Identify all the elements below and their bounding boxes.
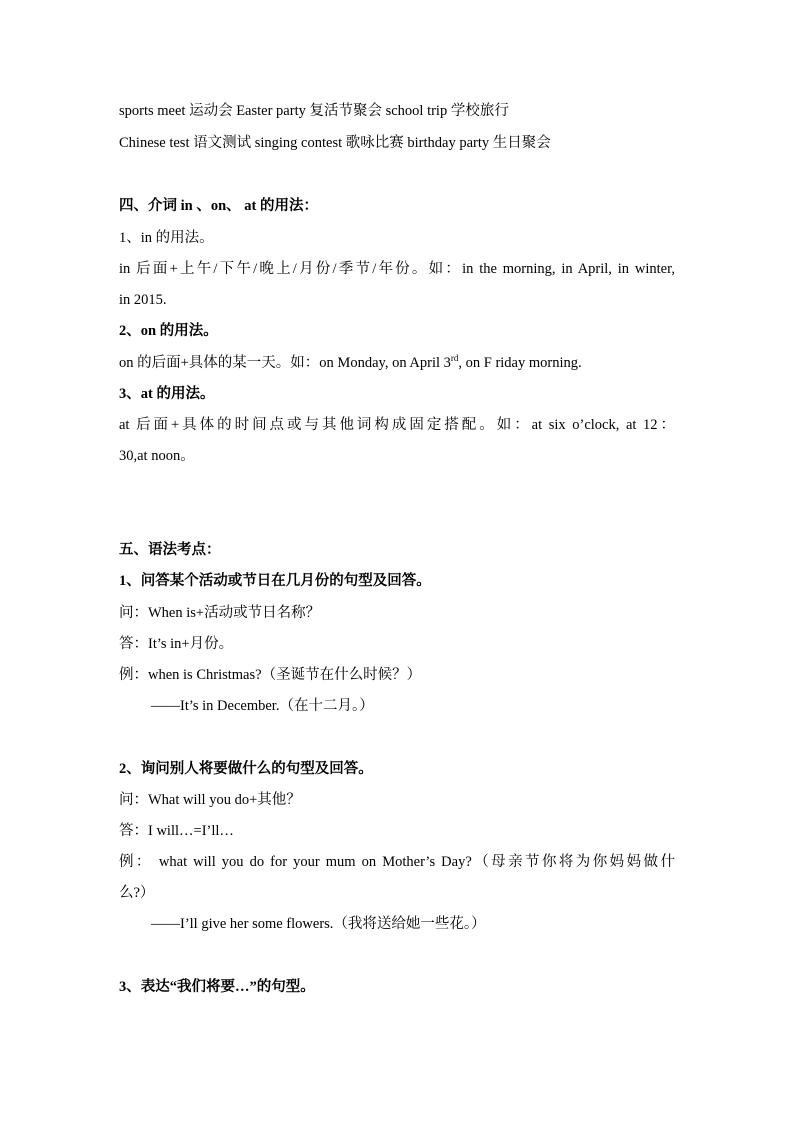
grammar-point-2-answer: 答：I will…=I’ll…	[119, 823, 234, 839]
on-usage-text-before: on 的后面+具体的某一天。如：on Monday, on April 3	[119, 355, 451, 371]
section-4-heading: 四、介词 in 、on、 at 的用法：	[119, 198, 318, 214]
at-usage-line-2: 30,at noon。	[119, 448, 195, 464]
grammar-point-2-example-answer: ——I’ll give her some flowers.（我将送给她一些花。）	[151, 916, 486, 932]
ordinal-suffix: rd	[450, 353, 459, 364]
grammar-point-1-example: 例：when is Christmas?（圣诞节在什么时候？）	[119, 667, 422, 683]
grammar-point-2-heading: 2、询问别人将要做什么的句型及回答。	[119, 761, 373, 777]
section-5-heading: 五、语法考点：	[119, 542, 221, 558]
grammar-point-1-heading: 1、问答某个活动或节日在几月份的句型及回答。	[119, 573, 431, 589]
grammar-point-2-example-line-1: 例： what will you do for your mum on Mother’s Day?（母亲节你将为你妈妈做什	[119, 854, 675, 870]
grammar-point-1-question: 问：When is+活动或节日名称？	[119, 605, 321, 621]
on-usage-text-after: , on F riday morning.	[458, 355, 582, 371]
on-usage-line	[119, 353, 675, 373]
vocab-line-2: Chinese test 语文测试 singing contest 歌咏比赛 birthday party 生日聚会	[119, 135, 551, 151]
grammar-point-1-example-answer: ——It’s in December.（在十二月。）	[151, 698, 374, 714]
in-usage-line-2: in 2015.	[119, 292, 167, 308]
on-usage-heading: 2、on 的用法。	[119, 323, 218, 339]
grammar-point-2-question: 问：What will you do+其他？	[119, 792, 301, 808]
in-usage-heading: 1、in 的用法。	[119, 230, 214, 246]
vocab-line-1: sports meet 运动会 Easter party 复活节聚会 school trip 学校旅行	[119, 103, 509, 119]
grammar-point-1-answer: 答：It’s in+月份。	[119, 636, 234, 652]
at-usage-line-1: at 后面+具体的时间点或与其他词构成固定搭配。如：at six o’clock, at 12：	[119, 417, 675, 433]
in-usage-line-1: in 后面+上午/下午/晚上/月份/季节/年份。如：in the morning, in April, in winter,	[119, 261, 675, 277]
grammar-point-3-heading: 3、表达“我们将要…”的句型。	[119, 979, 315, 995]
at-usage-heading: 3、at 的用法。	[119, 386, 215, 402]
grammar-point-2-example-line-2: 么?）	[119, 885, 155, 901]
